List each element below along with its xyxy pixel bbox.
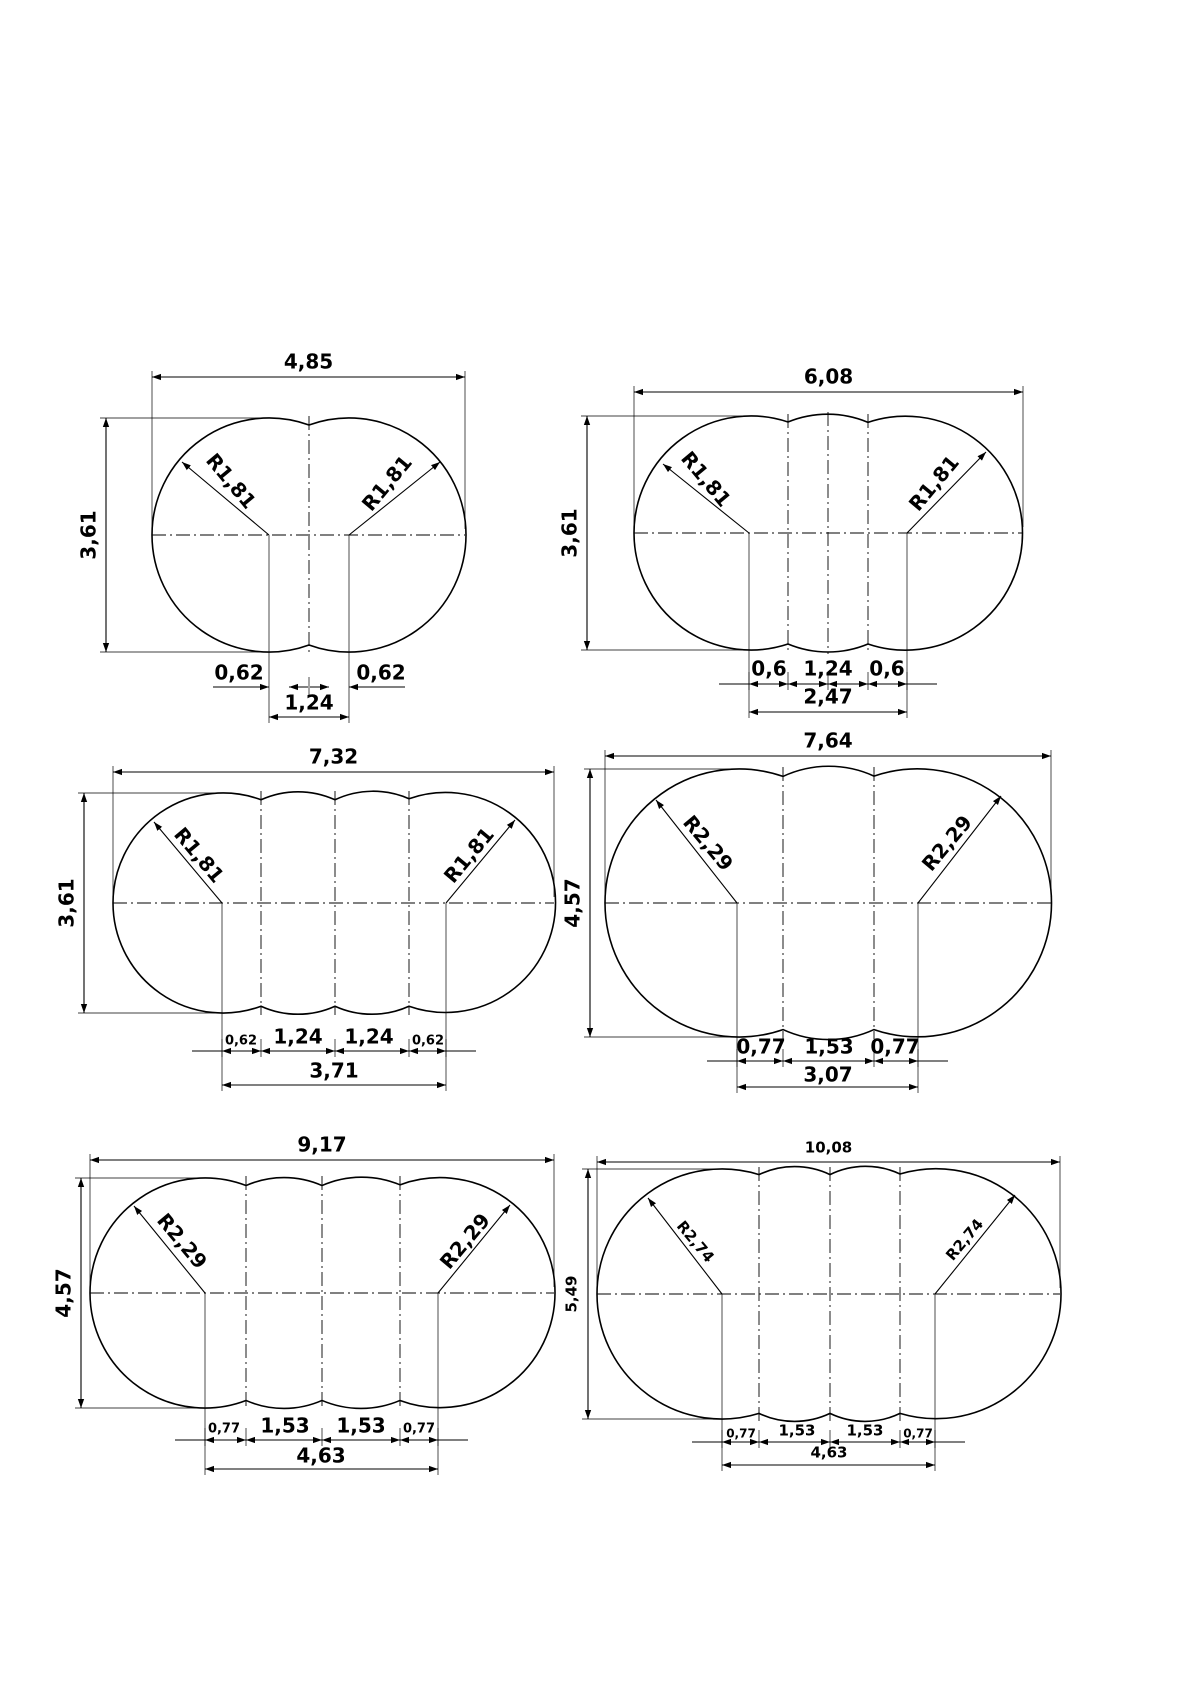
radius-right-label: R2,29 xyxy=(916,810,977,876)
radius-right-label: R1,81 xyxy=(356,450,417,516)
radius-left-label: R1,81 xyxy=(201,448,262,514)
segment-label: 1,53 xyxy=(260,1413,310,1438)
radius-left-label: R1,81 xyxy=(169,822,230,888)
segment-label: 1,53 xyxy=(336,1413,386,1438)
overall-width-label: 6,08 xyxy=(803,364,854,389)
radius-right-label: R2,74 xyxy=(942,1215,988,1265)
total-label: 3,07 xyxy=(803,1062,853,1087)
overall-width-label: 4,85 xyxy=(283,349,334,374)
segment-label: 0,62 xyxy=(214,660,264,685)
total-label: 3,71 xyxy=(309,1058,359,1083)
segment-label: 0,62 xyxy=(224,1033,258,1049)
height-label: 3,61 xyxy=(76,510,101,560)
radius-left-label: R1,81 xyxy=(676,446,737,512)
segment-label: 0,77 xyxy=(726,1426,756,1441)
overall-width-label: 10,08 xyxy=(804,1138,853,1157)
segment-label: 0,6 xyxy=(751,656,787,681)
total-label: 2,47 xyxy=(803,684,853,709)
height-label: 5,49 xyxy=(562,1275,581,1313)
segment-label: 1,24 xyxy=(803,656,853,681)
total-label: 1,24 xyxy=(284,690,334,715)
radius-right-label: R2,29 xyxy=(434,1208,495,1274)
height-label: 3,61 xyxy=(557,508,582,558)
segment-label: 0,6 xyxy=(869,656,905,681)
total-label: 4,63 xyxy=(296,1443,346,1468)
segment-label: 0,62 xyxy=(356,660,406,685)
radius-left-label: R2,29 xyxy=(678,810,739,876)
overall-width-label: 7,64 xyxy=(803,728,853,753)
segment-label: 0,62 xyxy=(411,1033,445,1049)
segment-label: 1,53 xyxy=(778,1421,816,1440)
radius-left-label: R2,29 xyxy=(152,1208,213,1274)
segment-label: 1,53 xyxy=(804,1034,854,1059)
radius-left-label: R2,74 xyxy=(672,1217,718,1267)
segment-label: 0,77 xyxy=(207,1421,241,1437)
height-label: 4,57 xyxy=(560,878,585,928)
total-label: 4,63 xyxy=(810,1443,848,1462)
segment-label: 0,77 xyxy=(870,1034,920,1059)
radius-right-label: R1,81 xyxy=(438,822,499,888)
height-label: 4,57 xyxy=(51,1268,76,1318)
segment-label: 1,24 xyxy=(273,1024,323,1049)
segment-label: 0,77 xyxy=(736,1034,786,1059)
segment-label: 1,24 xyxy=(344,1024,394,1049)
overall-width-label: 7,32 xyxy=(308,744,359,769)
overall-width-label: 9,17 xyxy=(297,1132,347,1157)
radius-right-label: R1,81 xyxy=(903,450,964,516)
height-label: 3,61 xyxy=(54,878,79,928)
segment-label: 0,77 xyxy=(903,1426,933,1441)
segment-label: 0,77 xyxy=(402,1421,436,1437)
segment-label: 1,53 xyxy=(846,1421,884,1440)
